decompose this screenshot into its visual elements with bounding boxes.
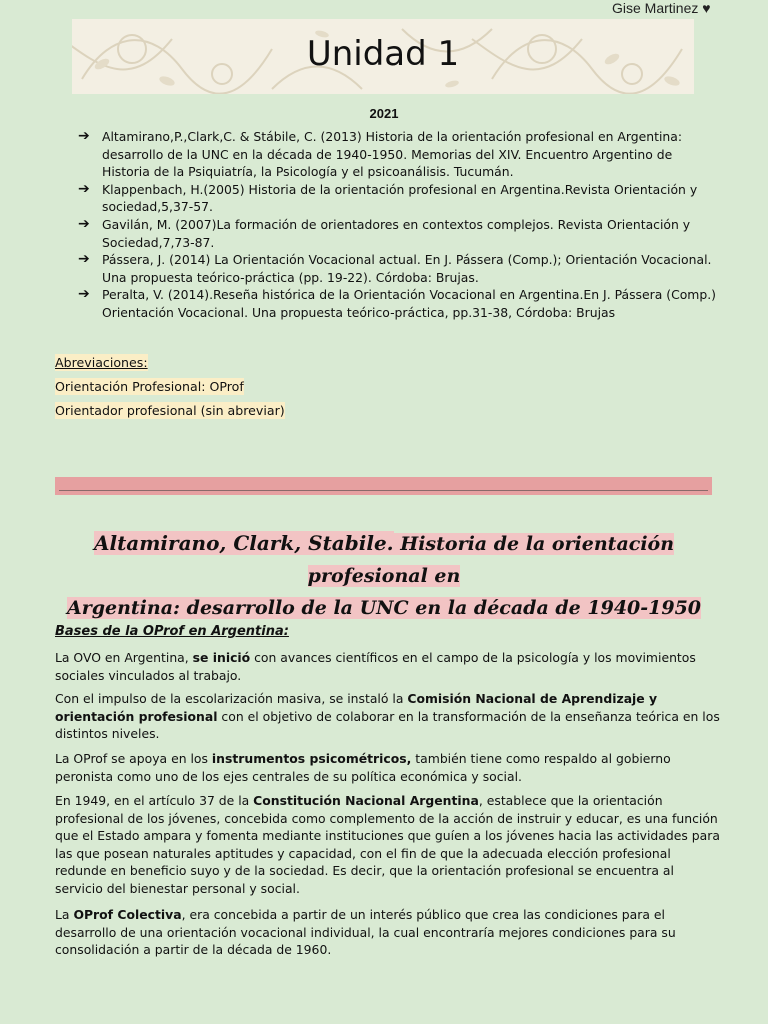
article-heading: [48, 527, 720, 624]
arrow-bullet-icon: ➔: [78, 251, 90, 268]
heading-authors: Altamirano, Clark, Stabile.: [93, 531, 394, 555]
heading-title-line2: Argentina: desarrollo de la UNC en la década de 1940-1950: [66, 597, 702, 619]
reference-item: ➔ Gavilán, M. (2007)La formación de orientadores en contextos complejos. Revista Orientación y Sociedad,7,73-87.: [78, 215, 691, 250]
reference-item: ➔ Pássera, J. (2014) La Orientación Vocacional actual. En J. Pássera (Comp.); Orientación Vocacional. Una propuesta teórico-práctica (pp. 19-22). Córdoba: Brujas.: [78, 251, 712, 285]
paragraph: La OProf se apoya en los instrumentos psicométricos, también tiene como respaldo al gobierno peronista como uno de los ejes centrales de su política económica y social.: [55, 751, 671, 784]
arrow-bullet-icon: ➔: [78, 215, 90, 232]
heading-title-line1: Historia de la orientación profesional en: [307, 533, 675, 587]
paragraph: La OVO en Argentina, se inició con avances científicos en el campo de la psicología y los movimientos sociales vinculados al trabajo.: [55, 650, 696, 683]
arrow-bullet-icon: ➔: [78, 180, 90, 197]
abbreviations-heading: Abreviaciones:: [55, 355, 148, 370]
reference-item: ➔ Peralta, V. (2014).Reseña histórica de la Orientación Vocacional en Argentina.En J. Pássera (Comp.) Orientación Vocacional. Una propuesta teórico-práctica, pp.31-38, Córdoba: Brujas: [78, 286, 717, 320]
author-name: Gise Martinez ♥: [612, 0, 711, 16]
paragraph: La OProf Colectiva, era concebida a partir de un interés público que crea las condiciones para el desarrollo de una orientación vocacional individual, la cual encontraría mejores condiciones para su consolidación a partir de la década de 1960.: [55, 907, 676, 958]
page-title: Unidad 1: [306, 34, 460, 74]
arrow-bullet-icon: ➔: [78, 286, 90, 303]
section-divider: [55, 477, 712, 495]
abbreviation-item: Orientador profesional (sin abreviar): [55, 403, 285, 418]
section-title: Bases de la OProf en Argentina:: [55, 624, 289, 639]
abbreviation-item: Orientación Profesional: OProf: [55, 379, 244, 394]
year-label: 2021: [369, 106, 399, 121]
reference-item: ➔ Altamirano,P.,Clark,C. & Stábile, C. (2013) Historia de la orientación profesional en Argentina: desarrollo de la UNC en la década de 1940-1950. Memorias del XIV. Encuentro Argentino de Historia de la Psiquiatría, la Psicología y el psicoanálisis. Tucumán.: [78, 128, 683, 180]
arrow-bullet-icon: ➔: [78, 128, 90, 144]
reference-list: [78, 128, 718, 322]
title-banner: [72, 19, 694, 94]
divider-line: [59, 490, 708, 491]
reference-item: ➔ Klappenbach, H.(2005) Historia de la orientación profesional en Argentina.Revista Orientación y sociedad,5,37-57.: [78, 180, 698, 215]
paragraph: En 1949, en el artículo 37 de la Constitución Nacional Argentina, establece que la orientación profesional de los jóvenes, concebida como complemento de la acción de instruir y educar, es una función que el Estado ampara y fomenta mediante instituciones que guíen a los jóvenes hacia las actividades para las que posean naturales aptitudes y capacidad, con el fin de que la adecuada elección profesional redunde en beneficio suyo y de la sociedad. Es decir, que la orientación profesional se encuentra al servicio del bienestar personal y social.: [55, 793, 720, 896]
paragraph: Con el impulso de la escolarización masiva, se instaló la Comisión Nacional de Aprendizaje y orientación profesional con el objetivo de colaborar en la transformación de la enseñanza teórica en los distintos niveles.: [55, 691, 720, 742]
